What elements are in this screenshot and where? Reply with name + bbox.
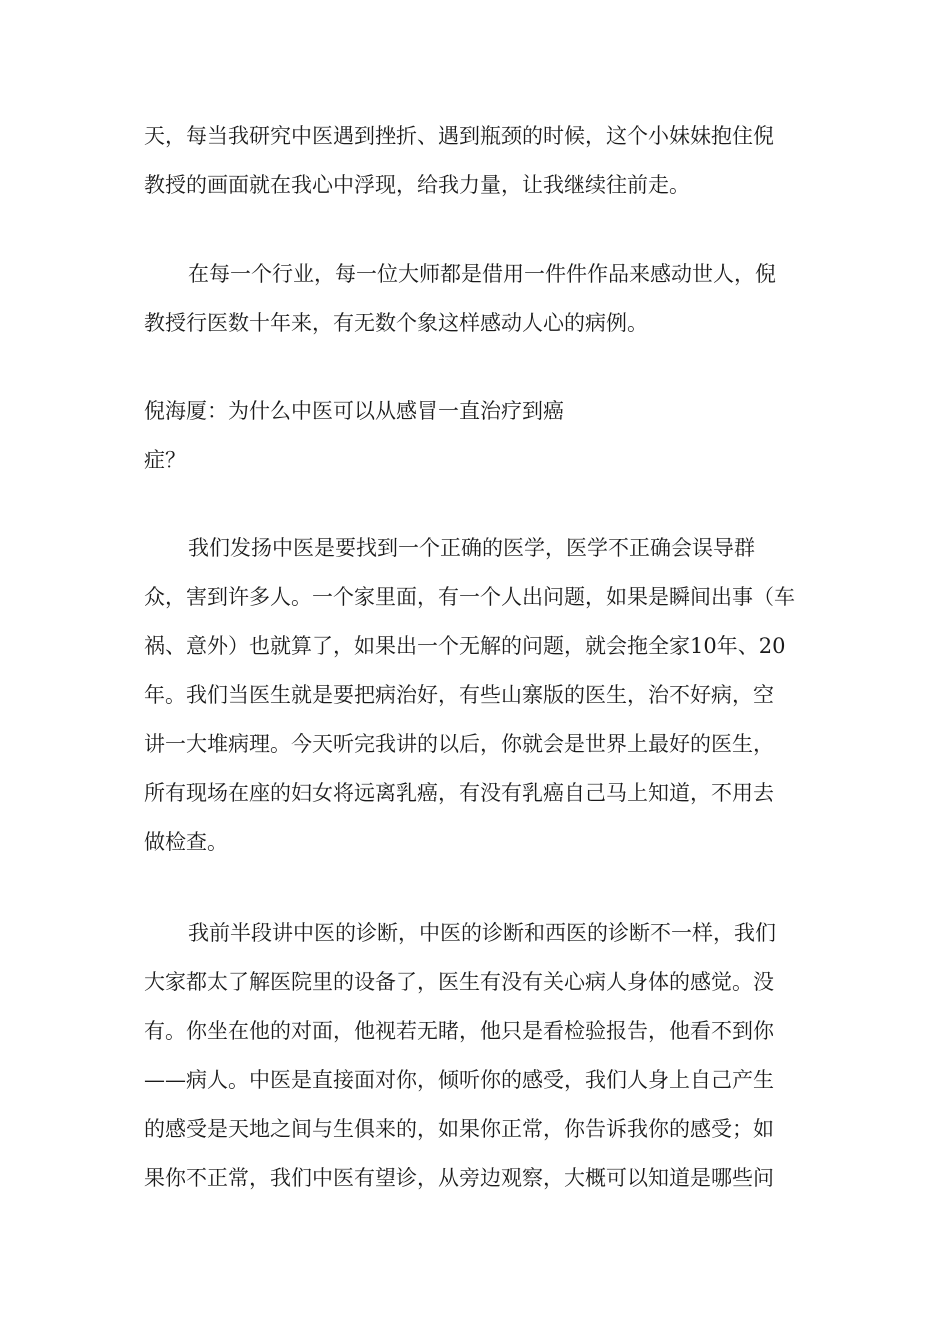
paragraph-line: 果你不正常，我们中医有望诊，从旁边观察，大概可以知道是哪些问 — [144, 1166, 774, 1190]
paragraph-line: 天，每当我研究中医遇到挫折、遇到瓶颈的时候，这个小妹妹抱住倪 — [144, 124, 774, 148]
section-heading — [144, 387, 806, 485]
paragraph-line: 有。你坐在他的对面，他视若无睹，他只是看检验报告，他看不到你 — [144, 1019, 774, 1043]
paragraph-line: 在每一个行业，每一位大师都是借用一件件作品来感动世人，倪 — [188, 262, 776, 286]
heading-line: 症？ — [144, 448, 186, 472]
paragraph-line: 的感受是天地之间与生俱来的，如果你正常，你告诉我你的感受；如 — [144, 1117, 774, 1141]
paragraph-line: 年。我们当医生就是要把病治好，有些山寨版的医生，治不好病，空 — [144, 683, 774, 707]
paragraph-line: 教授的画面就在我心中浮现，给我力量，让我继续往前走。 — [144, 173, 690, 197]
paragraph-line: 大家都太了解医院里的设备了，医生有没有关心病人身体的感觉。没 — [144, 970, 774, 994]
paragraph-line: ——病人。中医是直接面对你，倾听你的感受，我们人身上自己产生 — [144, 1068, 774, 1092]
paragraph-line: 祸、意外）也就算了，如果出一个无解的问题，就会拖全家10年、20 — [144, 634, 786, 658]
paragraph-line: 我前半段讲中医的诊断，中医的诊断和西医的诊断不一样，我们 — [188, 921, 776, 945]
paragraph-4 — [144, 909, 806, 1203]
paragraph-line: 讲一大堆病理。今天听完我讲的以后，你就会是世界上最好的医生， — [144, 732, 774, 756]
paragraph-line: 众，害到许多人。一个家里面，有一个人出问题，如果是瞬间出事（车 — [144, 585, 795, 609]
paragraph-2 — [144, 250, 806, 348]
heading-line: 倪海厦：为什么中医可以从感冒一直治疗到癌 — [144, 399, 564, 423]
paragraph-line: 做检查。 — [144, 830, 228, 854]
paragraph-line: 我们发扬中医是要找到一个正确的医学，医学不正确会误导群 — [188, 536, 755, 560]
paragraph-line: 所有现场在座的妇女将远离乳癌，有没有乳癌自己马上知道，不用去 — [144, 781, 774, 805]
paragraph-3 — [144, 524, 806, 867]
paragraph-line: 教授行医数十年来，有无数个象这样感动人心的病例。 — [144, 311, 648, 335]
paragraph-1 — [144, 112, 806, 210]
